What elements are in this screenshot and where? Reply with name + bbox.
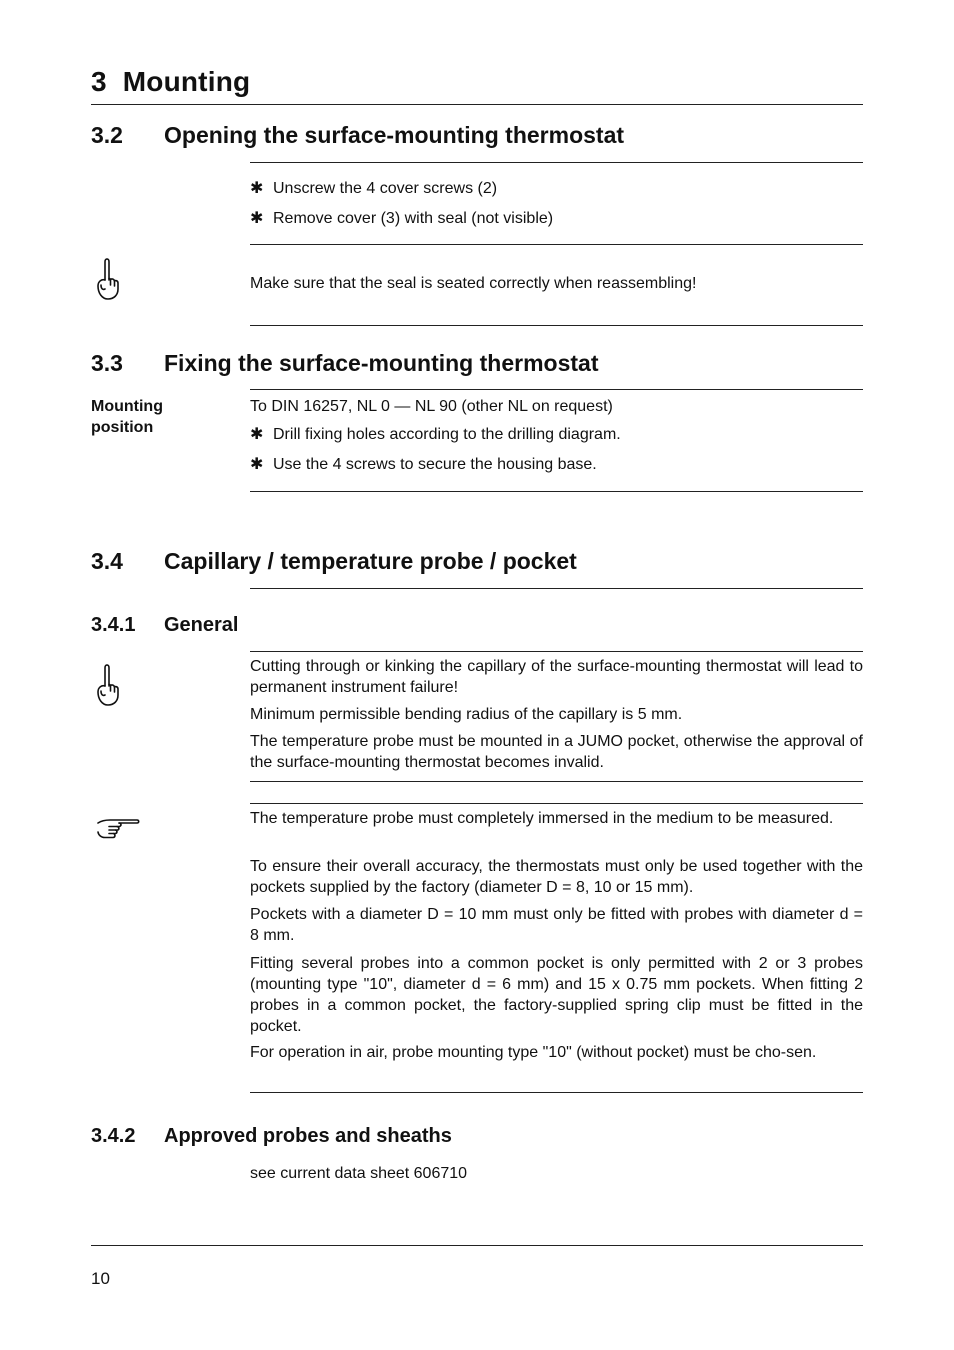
- asterisk-bullet-icon: ✱: [250, 180, 264, 197]
- bullet-item: [250, 178, 497, 199]
- bullet-item: [250, 424, 621, 445]
- chapter-rule: [91, 104, 863, 105]
- label-line: Mounting: [91, 398, 163, 415]
- warning-rule-bottom: [250, 781, 863, 782]
- section-title: Capillary / temperature probe / pocket: [164, 548, 577, 574]
- note-rule-top: [250, 803, 863, 804]
- bullet-text: Remove cover (3) with seal (not visible): [273, 210, 554, 227]
- subsection-title: Approved probes and sheaths: [164, 1125, 452, 1147]
- label-line: position: [91, 419, 154, 436]
- section-rule: [250, 162, 863, 163]
- section-rule: [250, 389, 863, 390]
- subsection-title: General: [164, 614, 239, 636]
- mounting-position-label: [91, 396, 163, 438]
- note-paragraph: For operation in air, probe mounting type "10" (without pocket) must be cho-sen.: [250, 1044, 817, 1061]
- section-rule-bottom: [250, 491, 863, 492]
- section-number: 3.2: [91, 122, 123, 148]
- warning-paragraph: The temperature probe must be mounted in a JUMO pocket, otherwise the approval of the surface-mounting thermostat becomes invalid.: [250, 733, 863, 771]
- note-paragraph: Pockets with a diameter D = 10 mm must only be fitted with probes with diameter d = 8 mm.: [250, 906, 863, 944]
- section-rule: [250, 588, 863, 589]
- section-number: 3.4: [91, 548, 123, 574]
- note-text: Make sure that the seal is seated correctly when reassembling!: [250, 275, 697, 292]
- bullet-text: Unscrew the 4 cover screws (2): [273, 180, 498, 197]
- note-rule-bottom: [250, 1092, 863, 1093]
- asterisk-bullet-icon: ✱: [250, 426, 264, 443]
- chapter-title: Mounting: [122, 66, 251, 97]
- subsection-number: 3.4.1: [91, 614, 136, 636]
- note-rule-bottom: [250, 325, 863, 326]
- data-sheet-reference: see current data sheet 606710: [250, 1165, 468, 1182]
- note-paragraph: Fitting several probes into a common pocket is only permitted with 2 or 3 probes (mounting type "10", diameter d = 6 mm) and 15 x 0.75 mm pockets. When fitting 2 probes in a common pocket, the factory-supplied spring clip must be fitted in the pocket.: [250, 955, 863, 1035]
- chapter-number: 3: [91, 66, 107, 97]
- bullet-item: [250, 454, 597, 475]
- section-title: Fixing the surface-mounting thermostat: [164, 350, 599, 376]
- pointing-hand-up-icon: [94, 256, 122, 307]
- footer-rule: [91, 1245, 863, 1246]
- section-number: 3.3: [91, 350, 123, 376]
- asterisk-bullet-icon: ✱: [250, 456, 264, 473]
- warning-paragraph: Minimum permissible bending radius of the capillary is 5 mm.: [250, 706, 683, 723]
- subsection-rule: [250, 651, 863, 652]
- bullet-text: Drill fixing holes according to the drilling diagram.: [273, 426, 621, 443]
- page-number: 10: [91, 1269, 110, 1288]
- note-paragraph: The temperature probe must completely immersed in the medium to be measured.: [250, 810, 834, 827]
- section-title: Opening the surface-mounting thermostat: [164, 122, 625, 148]
- bullet-item: [250, 208, 553, 229]
- asterisk-bullet-icon: ✱: [250, 210, 264, 227]
- subsection-number: 3.4.2: [91, 1125, 136, 1147]
- bullet-text: Use the 4 screws to secure the housing base.: [273, 456, 597, 473]
- pointing-hand-up-icon: [94, 662, 122, 713]
- mounting-intro: To DIN 16257, NL 0 — NL 90 (other NL on request): [250, 398, 613, 415]
- note-paragraph: To ensure their overall accuracy, the thermostats must only be used together with the pockets supplied by the factory (diameter D = 8, 10 or 15 mm).: [250, 858, 863, 896]
- warning-paragraph: Cutting through or kinking the capillary of the surface-mounting thermostat will lead to permanent instrument failure!: [250, 658, 863, 696]
- chapter-heading: [91, 66, 250, 98]
- pointing-hand-right-icon: [95, 815, 141, 848]
- note-rule-top: [250, 244, 863, 245]
